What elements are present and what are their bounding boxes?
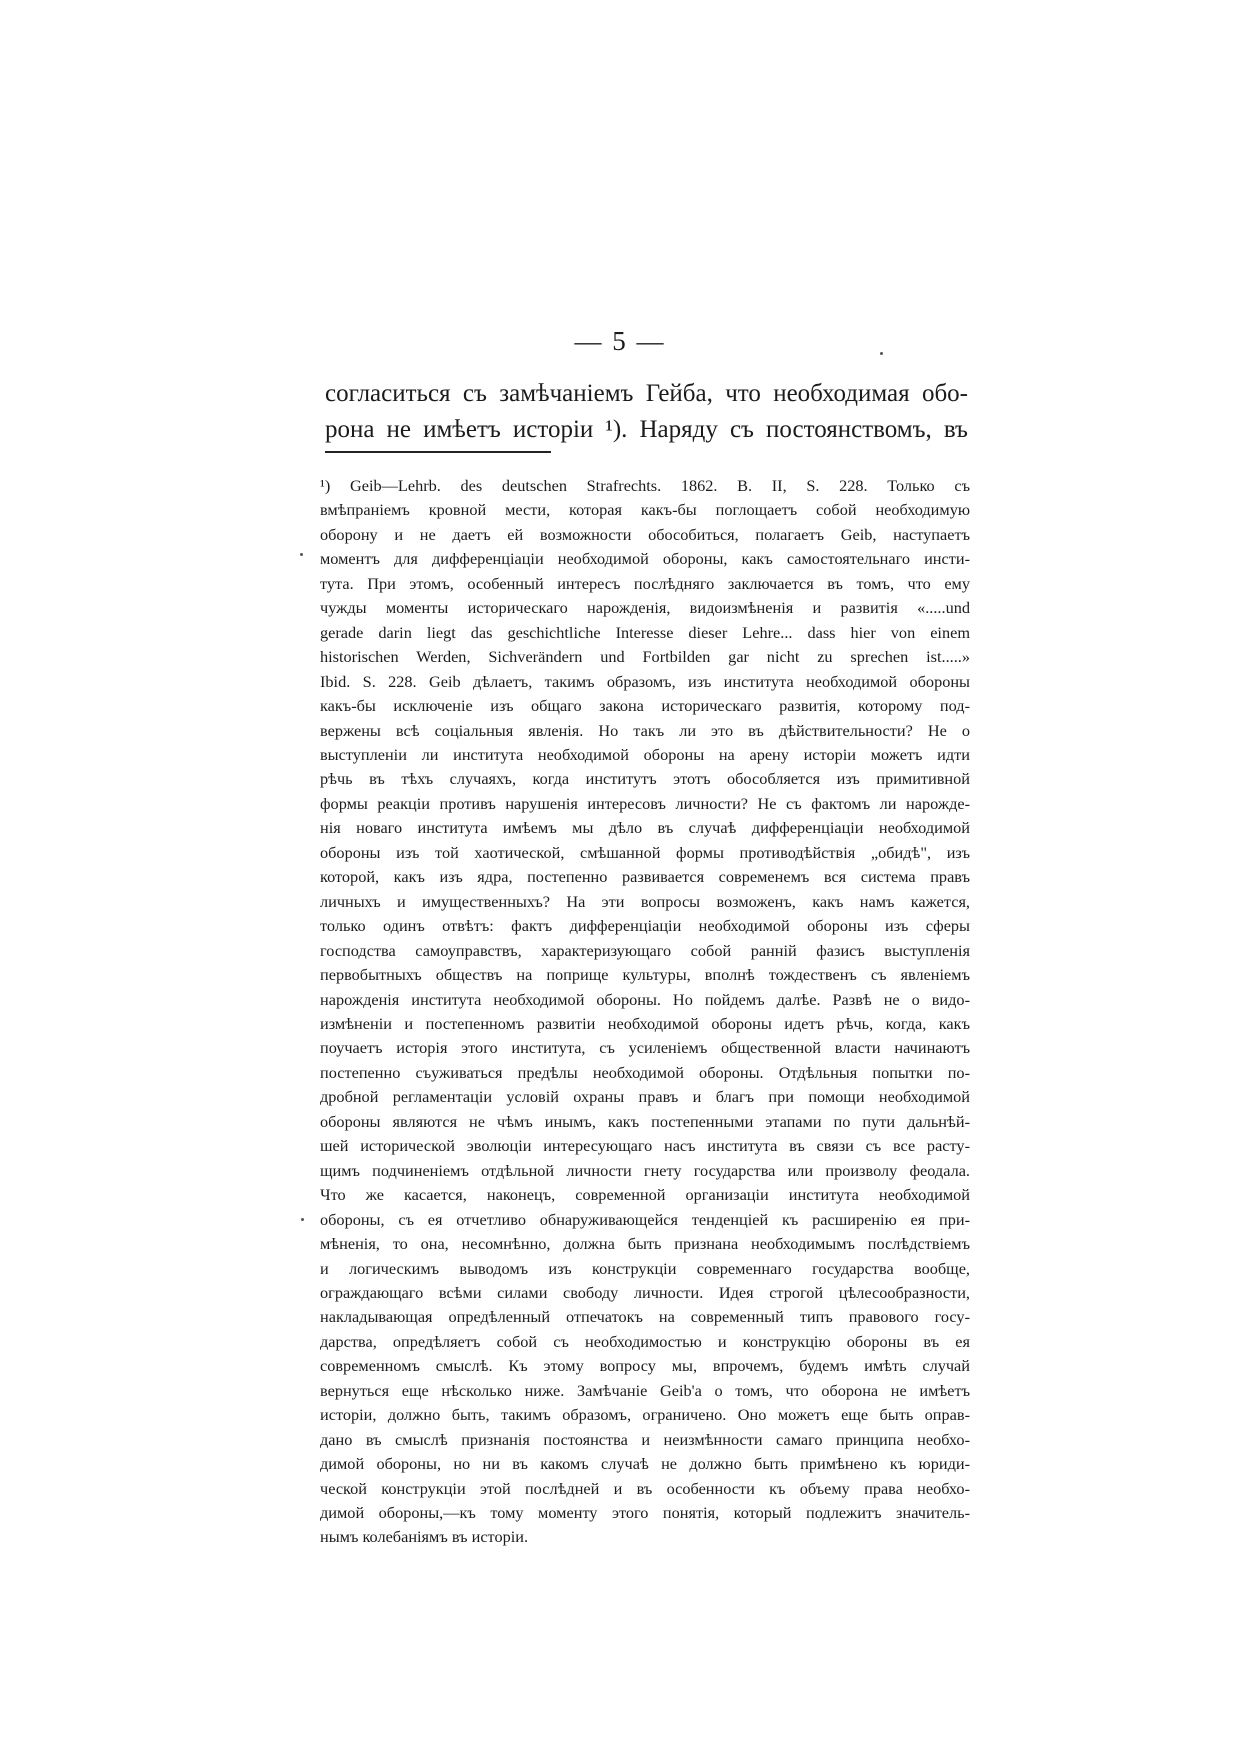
footnote-line: выступленіи ли института необходимой обороны на арену исторіи можетъ идти — [320, 744, 970, 764]
footnote-line: ограждающаго всѣми силами свободу личности. Идея строгой цѣлесообразности, — [320, 1282, 970, 1302]
main-text-line: рона не имѣетъ исторіи ¹). Наряду съ постоянствомъ, въ — [325, 416, 968, 443]
footnote-line: чужды моменты историческаго нарожденія, видоизмѣненія и развитія «.....und — [320, 598, 970, 618]
scan-speck — [880, 352, 883, 355]
scan-speck — [300, 553, 303, 556]
footnote-line: только одинъ отвѣтъ: фактъ дифференціаціи необходимой обороны изъ сферы — [320, 916, 970, 936]
footnote-line: исторіи, должно быть, такимъ образомъ, ограничено. Оно можетъ еще быть оправ- — [320, 1405, 970, 1425]
footnote-line: обороны, съ ея отчетливо обнаруживающейся тенденціей къ расширенію ея при- — [320, 1209, 970, 1229]
footnote-line: рѣчь въ тѣхъ случаяхъ, когда институтъ этотъ обособляется изъ примитивной — [320, 769, 970, 789]
footnote-separator — [325, 451, 551, 453]
main-text-line: согласиться съ замѣчаніемъ Гейба, что необходимая обо- — [325, 380, 968, 407]
footnote-line: постепенно съуживаться предѣлы необходимой обороны. Отдѣльныя попытки по- — [320, 1062, 970, 1082]
footnote-line: вернуться еще нѣсколько ниже. Замѣчаніе Geib'a о томъ, что оборона не имѣетъ — [320, 1380, 970, 1400]
footnote-line: обороны являются не чѣмъ инымъ, какъ постепенными этапами по пути дальнѣй- — [320, 1111, 970, 1131]
footnote-line: моментъ для дифференціаціи необходимой обороны, какъ самостоятельнаго инсти- — [320, 549, 970, 569]
footnote-line: historischen Werden, Sichverändern und Fortbilden gar nicht zu sprechen ist.....» — [320, 647, 970, 667]
footnote-line: личныхъ и имущественныхъ? На эти вопросы возможенъ, какъ намъ кажется, — [320, 891, 970, 911]
footnote-line: мѣненія, то она, несомнѣнно, должна быть признана необходимымъ послѣдствіемъ — [320, 1234, 970, 1254]
footnote-line: накладывающая опредѣленный отпечатокъ на современный типъ правового госу- — [320, 1307, 970, 1327]
main-text — [325, 376, 968, 448]
footnote-line: обороны изъ той хаотической, смѣшанной формы противодѣйствія „обидѣ", изъ — [320, 842, 970, 862]
footnote-line: первобытныхъ обществъ на поприще культуры, вполнѣ тождественъ съ явленіемъ — [320, 965, 970, 985]
footnote-line: поучаетъ исторія этого института, съ усиленіемъ общественной власти начинаютъ — [320, 1038, 970, 1058]
footnote-line: оборону и не даетъ ей возможности обособиться, полагаетъ Geib, наступаетъ — [320, 524, 970, 544]
footnote-line: современномъ смыслѣ. Къ этому вопросу мы, впрочемъ, будемъ имѣть случай — [320, 1356, 970, 1376]
footnote-line: какъ-бы исключеніе изъ общаго закона историческаго развитія, которому под- — [320, 696, 970, 716]
footnote-line: и логическимъ выводомъ изъ конструкціи современнаго государства вообще, — [320, 1258, 970, 1278]
footnote-line: димой обороны,—къ тому моменту этого понятія, который подлежитъ значитель- — [320, 1503, 970, 1523]
footnote-line: gerade darin liegt das geschichtliche Interesse dieser Lehre... dass hier von einem — [320, 622, 970, 642]
footnote — [320, 474, 970, 1550]
footnote-line: Ibid. S. 228. Geib дѣлаетъ, такимъ образомъ, изъ института необходимой обороны — [320, 671, 970, 691]
footnote-line: щимъ подчиненіемъ отдѣльной личности гнету государства или произволу феодала. — [320, 1160, 970, 1180]
footnote-line: вержены всѣ соціальныя явленія. Но такъ ли это въ дѣйствительности? Не о — [320, 720, 970, 740]
footnote-line: нымъ колебаніямъ въ исторіи. — [320, 1527, 529, 1547]
footnote-line: шей исторической эволюціи интересующаго насъ института въ связи съ все расту- — [320, 1136, 970, 1156]
footnote-line: нарожденія института необходимой обороны. Но пойдемъ далѣе. Развѣ не о видо- — [320, 989, 970, 1009]
scan-speck — [301, 1218, 304, 1221]
footnote-line: измѣненіи и постепенномъ развитіи необходимой обороны идетъ рѣчь, когда, какъ — [320, 1013, 970, 1033]
footnote-line: формы реакціи противъ нарушенія интересовъ личности? Не съ фактомъ ли нарожде- — [320, 793, 970, 813]
footnote-line: дано въ смыслѣ признанія постоянства и неизмѣнности самаго принципа необхо- — [320, 1429, 970, 1449]
page-number: — 5 — — [574, 326, 666, 356]
footnote-line: которой, какъ изъ ядра, постепенно развивается современемъ вся система правъ — [320, 867, 970, 887]
footnote-line: ¹) Geib—Lehrb. des deutschen Strafrechts. 1862. B. II, S. 228. Только съ — [320, 476, 970, 495]
footnote-line: тута. При этомъ, особенный интересъ послѣдняго заключается въ томъ, что ему — [320, 573, 970, 593]
footnote-line: ческой конструкціи этой послѣдней и въ особенности къ объему права необхо- — [320, 1478, 970, 1498]
footnote-line: господства самоуправствъ, характеризующаго собой ранній фазисъ выступленія — [320, 940, 970, 960]
footnote-line: димой обороны, но ни въ какомъ случаѣ не должно быть примѣнено къ юриди- — [320, 1454, 970, 1474]
footnote-line: нія новаго института имѣемъ мы дѣло въ случаѣ дифференціаціи необходимой — [320, 818, 970, 838]
footnote-line: дарства, опредѣляетъ собой съ необходимостью и конструкцію обороны въ ея — [320, 1331, 970, 1351]
footnote-line: вмѣпраніемъ кровной мести, которая какъ-бы поглощаетъ собой необходимую — [320, 500, 970, 520]
footnote-line: Что же касается, наконецъ, современной организаціи института необходимой — [320, 1185, 970, 1205]
footnote-line: дробной регламентаціи условій охраны правъ и благъ при помощи необходимой — [320, 1087, 970, 1107]
